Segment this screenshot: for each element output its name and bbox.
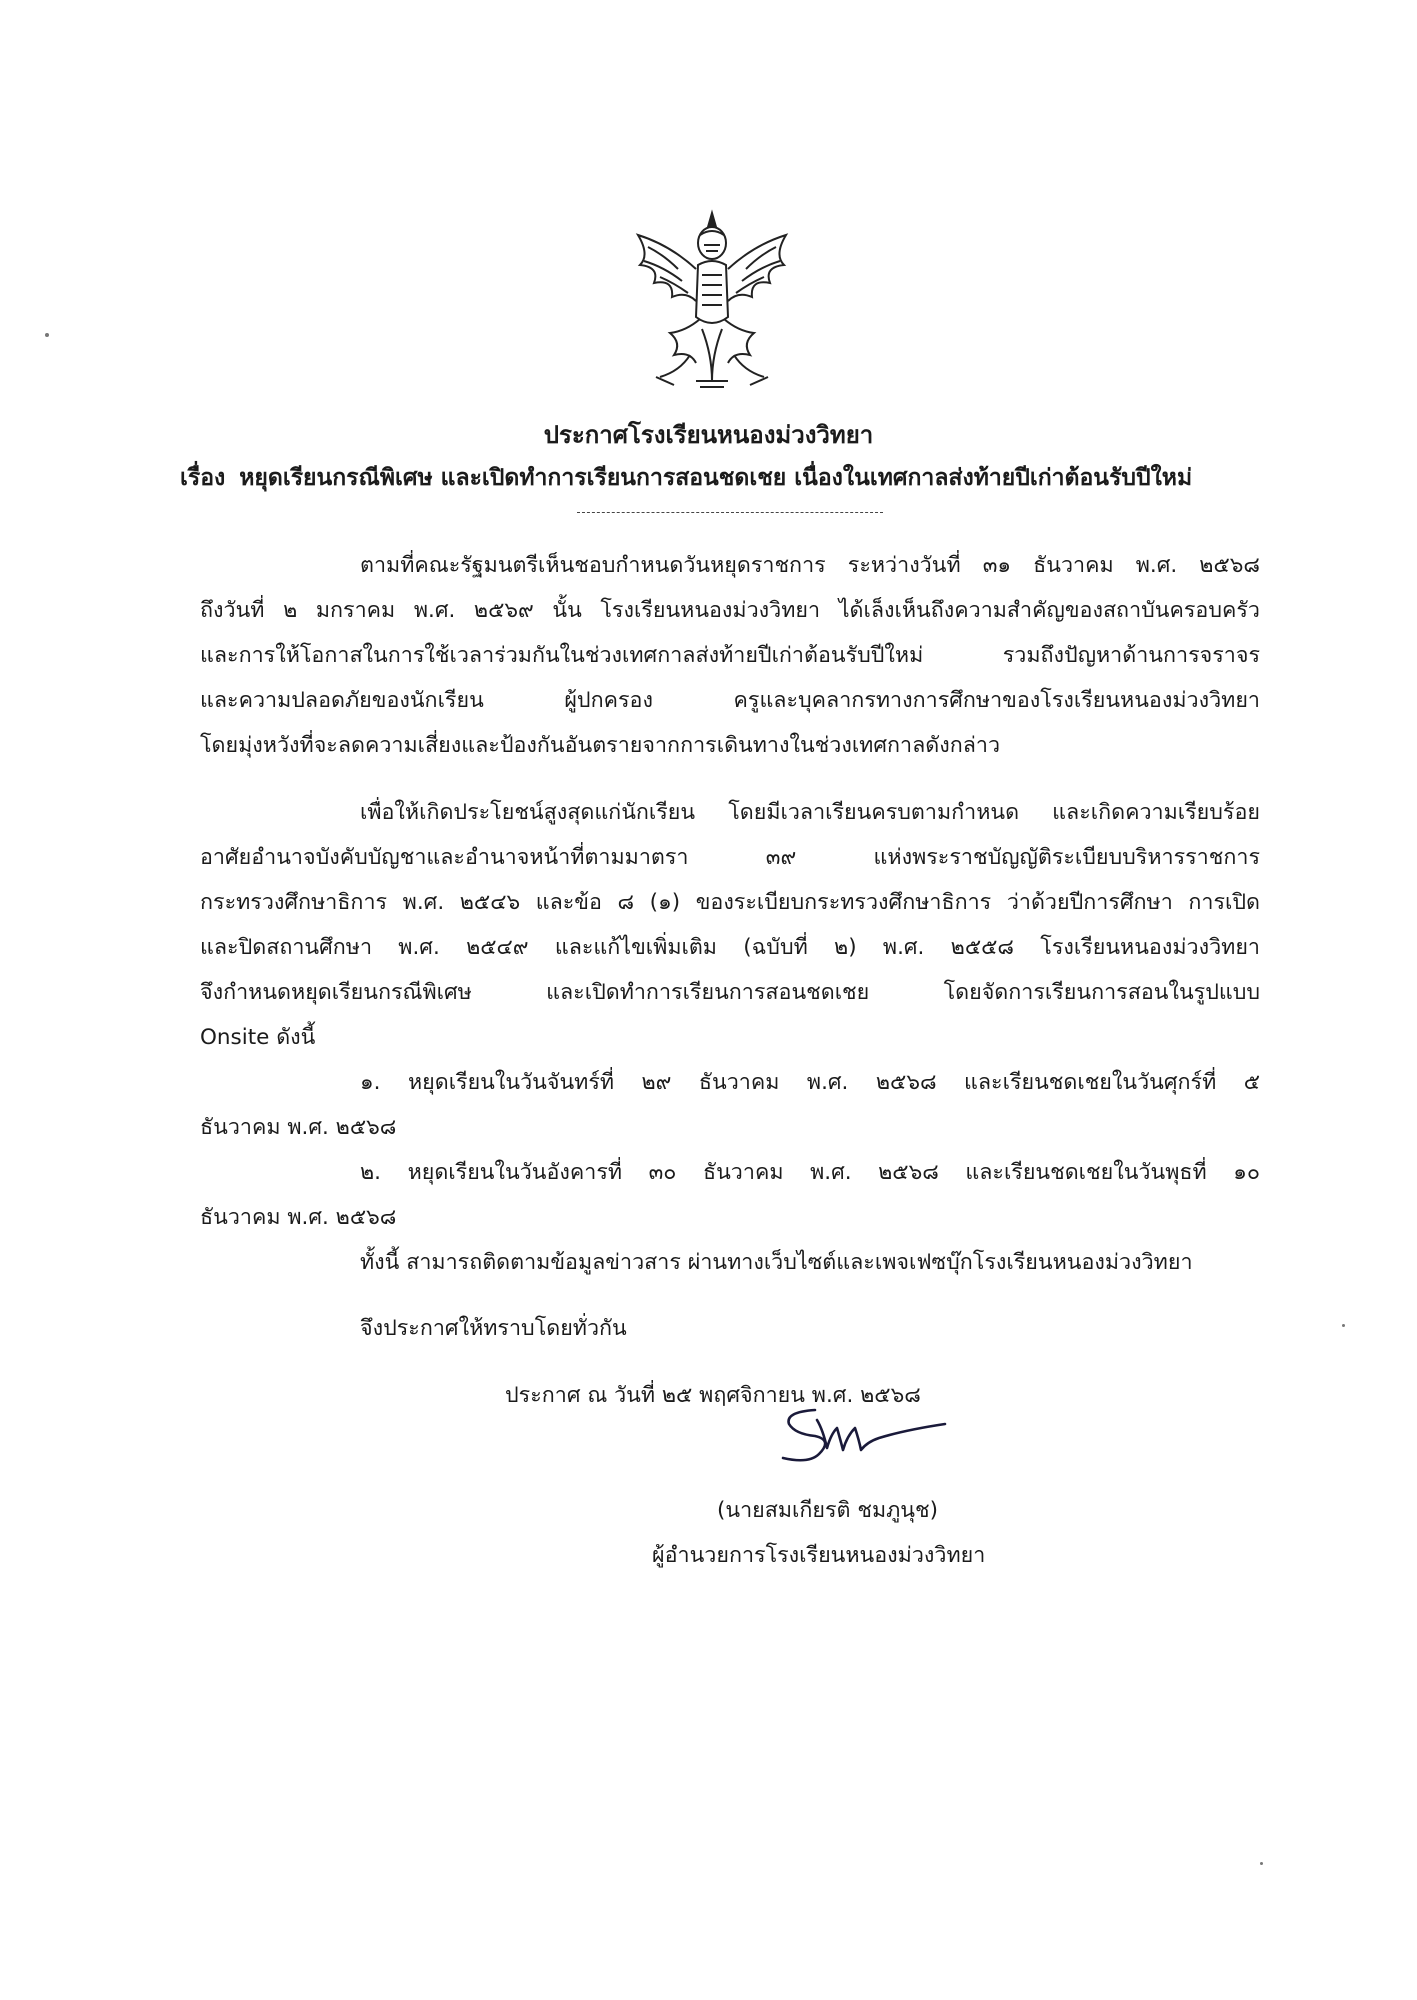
title-divider <box>577 512 883 513</box>
announcement-subject <box>180 460 1260 496</box>
para2-line: อาศัยอำนาจบังคับบัญชาและอำนาจหน้าที่ตามมาตรา ๓๙ แห่งพระราชบัญญัติระเบียบบริหารราชการ <box>200 845 1260 870</box>
subject-label: เรื่อง <box>180 465 226 491</box>
scan-speck <box>1342 1324 1345 1327</box>
item-1-line: ๑. หยุดเรียนในวันจันทร์ที่ ๒๙ ธันวาคม พ.ศ. ๒๕๖๘ และเรียนชดเชยในวันศุกร์ที่ ๕ <box>360 1070 1260 1095</box>
para2-line: กระทรวงศึกษาธิการ พ.ศ. ๒๕๔๖ และข้อ ๘ (๑) ของระเบียบกระทรวงศึกษาธิการ ว่าด้วยปีการศึกษา การเปิด <box>200 890 1260 915</box>
para1-line: และการให้โอกาสในการใช้เวลาร่วมกันในช่วงเทศกาลส่งท้ายปีเก่าต้อนรับปีใหม่ รวมถึงปัญหาด้านการจราจร <box>200 643 1260 668</box>
item-1-line: ธันวาคม พ.ศ. ๒๕๖๘ <box>200 1115 397 1140</box>
para2-line: Onsite ดังนี้ <box>200 1025 316 1050</box>
scan-speck <box>1260 1862 1263 1865</box>
garuda-emblem-icon <box>630 205 795 395</box>
para2-line: เพื่อให้เกิดประโยชน์สูงสุดแก่นักเรียน โดยมีเวลาเรียนครบตามกำหนด และเกิดความเรียบร้อย <box>360 800 1260 825</box>
announcement-title: ประกาศโรงเรียนหนองม่วงวิทยา <box>543 421 874 449</box>
signer-name: (นายสมเกียรติ ชมภูนุช) <box>717 1498 938 1523</box>
info-note: ทั้งนี้ สามารถติดตามข้อมูลข่าวสาร ผ่านทางเว็บไซต์และเพจเฟซบุ๊กโรงเรียนหนองม่วงวิทยา <box>360 1250 1193 1275</box>
para2-line: และปิดสถานศึกษา พ.ศ. ๒๕๔๙ และแก้ไขเพิ่มเติม (ฉบับที่ ๒) พ.ศ. ๒๕๕๘ โรงเรียนหนองม่วงวิทยา <box>200 935 1260 960</box>
para1-line: ถึงวันที่ ๒ มกราคม พ.ศ. ๒๕๖๙ นั้น โรงเรียนหนองม่วงวิทยา ได้เล็งเห็นถึงความสำคัญของสถาบันครอบครัว <box>200 598 1260 623</box>
item-2-line: ๒. หยุดเรียนในวันอังคารที่ ๓๐ ธันวาคม พ.ศ. ๒๕๖๘ และเรียนชดเชยในวันพุธที่ ๑๐ <box>360 1160 1260 1185</box>
signature <box>775 1398 955 1478</box>
scan-speck <box>45 333 49 337</box>
announcement-date: ประกาศ ณ วันที่ ๒๕ พฤศจิกายน พ.ศ. ๒๕๖๘ <box>505 1383 921 1408</box>
para1-line: และความปลอดภัยของนักเรียน ผู้ปกครอง ครูและบุคลากรทางการศึกษาของโรงเรียนหนองม่วงวิทยา <box>200 688 1260 713</box>
signer-position: ผู้อำนวยการโรงเรียนหนองม่วงวิทยา <box>652 1543 986 1568</box>
para1-line: โดยมุ่งหวังที่จะลดความเสี่ยงและป้องกันอันตรายจากการเดินทางในช่วงเทศกาลดังกล่าว <box>200 733 1001 758</box>
para1-line: ตามที่คณะรัฐมนตรีเห็นชอบกำหนดวันหยุดราชการ ระหว่างวันที่ ๓๑ ธันวาคม พ.ศ. ๒๕๖๘ <box>360 553 1260 578</box>
closing-statement: จึงประกาศให้ทราบโดยทั่วกัน <box>360 1316 627 1341</box>
item-2-line: ธันวาคม พ.ศ. ๒๕๖๘ <box>200 1205 397 1230</box>
subject-text: หยุดเรียนกรณีพิเศษ และเปิดทำการเรียนการสอนชดเชย เนื่องในเทศกาลส่งท้ายปีเก่าต้อนรับปีใหม่ <box>239 465 1193 491</box>
para2-line: จึงกำหนดหยุดเรียนกรณีพิเศษ และเปิดทำการเรียนการสอนชดเชย โดยจัดการเรียนการสอนในรูปแบบ <box>200 980 1260 1005</box>
